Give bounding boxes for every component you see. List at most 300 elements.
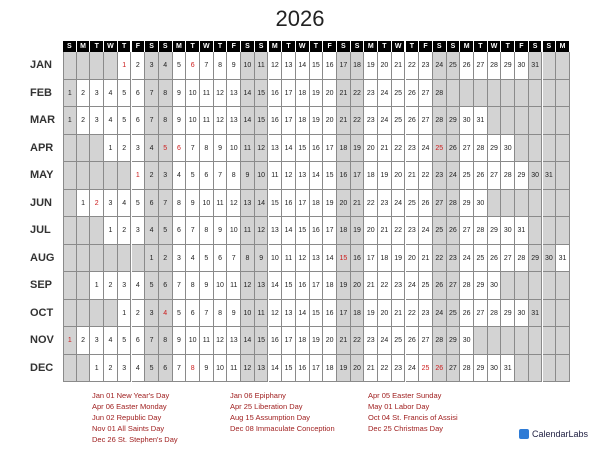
day-cell: 17	[364, 245, 378, 273]
day-cell: 31	[515, 217, 529, 245]
day-cell	[90, 300, 104, 328]
day-cell: 29	[447, 107, 461, 135]
day-cell: 14	[255, 190, 269, 218]
weekday-header: S	[337, 41, 350, 52]
day-cell: 18	[296, 80, 310, 108]
day-cell	[90, 52, 104, 80]
day-cell: 20	[337, 190, 351, 218]
day-cell: 19	[323, 190, 337, 218]
holiday-entry: Jan 06 Epiphany	[230, 391, 286, 400]
day-cell	[104, 52, 118, 80]
day-cell	[529, 217, 543, 245]
day-cell: 17	[282, 80, 296, 108]
day-cell: 14	[241, 80, 255, 108]
day-cell: 16	[310, 217, 324, 245]
day-cell: 15	[282, 355, 296, 383]
weekday-header: S	[447, 41, 460, 52]
day-cell: 26	[447, 135, 461, 163]
day-cell: 22	[351, 107, 365, 135]
day-cell	[488, 190, 502, 218]
day-cell: 21	[337, 80, 351, 108]
day-cell: 5	[132, 190, 146, 218]
day-cell: 10	[186, 327, 200, 355]
day-cell: 31	[501, 355, 515, 383]
day-cell: 17	[323, 135, 337, 163]
day-cell: 10	[227, 135, 241, 163]
day-cell	[447, 80, 461, 108]
day-cell: 24	[419, 135, 433, 163]
day-cell: 23	[433, 162, 447, 190]
day-cell: 22	[392, 217, 406, 245]
day-cell: 29	[488, 135, 502, 163]
day-cell: 5	[159, 217, 173, 245]
day-cell: 21	[406, 162, 420, 190]
day-cell: 5	[186, 162, 200, 190]
day-cell	[529, 272, 543, 300]
day-cell: 9	[186, 190, 200, 218]
holiday-entry: Apr 05 Easter Sunday	[368, 391, 442, 400]
day-cell: 20	[323, 327, 337, 355]
day-cell: 23	[378, 190, 392, 218]
day-cell: 2	[77, 107, 91, 135]
day-cell	[77, 135, 91, 163]
day-cell: 6	[132, 327, 146, 355]
month-label: MAY	[30, 169, 54, 181]
weekday-header: S	[241, 41, 254, 52]
day-cell: 28	[460, 272, 474, 300]
day-cell	[501, 80, 515, 108]
day-cell: 6	[132, 80, 146, 108]
holiday-column	[230, 390, 335, 434]
day-cell: 22	[406, 52, 420, 80]
day-cell: 25	[406, 190, 420, 218]
day-cell: 10	[214, 355, 228, 383]
day-cell: 13	[227, 107, 241, 135]
day-cell: 19	[378, 162, 392, 190]
day-cell: 27	[474, 300, 488, 328]
day-cell	[556, 272, 570, 300]
day-cell: 19	[364, 52, 378, 80]
day-cell: 26	[460, 52, 474, 80]
day-cell: 3	[132, 135, 146, 163]
day-cell: 6	[145, 190, 159, 218]
day-cell: 1	[118, 52, 132, 80]
brand-label: CalendarLabs	[531, 429, 588, 439]
day-cell	[104, 162, 118, 190]
day-cell: 8	[186, 355, 200, 383]
day-cell: 12	[269, 300, 283, 328]
day-cell: 1	[145, 245, 159, 273]
day-cell: 9	[241, 162, 255, 190]
day-cell: 2	[132, 300, 146, 328]
day-cell: 9	[214, 135, 228, 163]
day-cell: 7	[186, 217, 200, 245]
day-cell: 11	[282, 245, 296, 273]
month-label: MAR	[30, 114, 56, 126]
day-cell: 20	[406, 245, 420, 273]
day-cell: 18	[323, 355, 337, 383]
day-cell: 6	[186, 52, 200, 80]
day-cell	[63, 162, 77, 190]
day-cell: 8	[214, 52, 228, 80]
day-cell: 16	[323, 300, 337, 328]
day-cell: 7	[214, 162, 228, 190]
day-cell: 24	[406, 355, 420, 383]
day-cell: 15	[282, 272, 296, 300]
day-cell: 16	[351, 245, 365, 273]
day-cell: 9	[227, 300, 241, 328]
day-cell	[556, 107, 570, 135]
day-cell	[132, 245, 146, 273]
day-cell: 22	[433, 245, 447, 273]
day-cell: 9	[214, 217, 228, 245]
day-cell	[77, 272, 91, 300]
day-cell: 1	[63, 107, 77, 135]
day-cell: 8	[186, 272, 200, 300]
calendar-year-title: 2026	[275, 6, 325, 31]
day-cell: 23	[447, 245, 461, 273]
day-cell: 1	[118, 300, 132, 328]
weekday-header: T	[186, 41, 199, 52]
day-cell: 7	[159, 190, 173, 218]
day-cell: 15	[310, 52, 324, 80]
day-cell	[90, 217, 104, 245]
day-cell: 4	[159, 52, 173, 80]
day-cell: 14	[296, 52, 310, 80]
day-cell: 2	[159, 245, 173, 273]
day-cell	[529, 327, 543, 355]
day-cell	[63, 245, 77, 273]
day-cell: 12	[227, 190, 241, 218]
day-cell: 27	[447, 355, 461, 383]
day-cell: 12	[241, 272, 255, 300]
weekday-header: S	[529, 41, 542, 52]
day-cell: 3	[159, 162, 173, 190]
day-cell: 29	[474, 272, 488, 300]
day-cell: 12	[255, 135, 269, 163]
day-cell: 16	[310, 135, 324, 163]
holiday-entry: Dec 08 Immaculate Conception	[230, 424, 335, 433]
day-cell: 19	[310, 80, 324, 108]
day-cell: 27	[501, 245, 515, 273]
day-cell: 23	[406, 135, 420, 163]
day-cell: 8	[159, 80, 173, 108]
day-cell	[501, 272, 515, 300]
day-cell: 27	[419, 327, 433, 355]
day-cell: 19	[310, 107, 324, 135]
day-cell: 31	[529, 52, 543, 80]
day-cell	[556, 190, 570, 218]
day-cell: 13	[269, 217, 283, 245]
day-cell: 7	[145, 80, 159, 108]
day-cell	[556, 355, 570, 383]
weekday-header: W	[200, 41, 213, 52]
day-cell: 4	[104, 327, 118, 355]
day-cell: 14	[323, 245, 337, 273]
month-label: JUL	[30, 224, 51, 236]
day-cell: 7	[145, 107, 159, 135]
day-cell: 1	[104, 217, 118, 245]
day-cell: 9	[200, 355, 214, 383]
day-cell: 31	[543, 162, 557, 190]
weekday-header: S	[145, 41, 158, 52]
day-cell: 1	[104, 135, 118, 163]
day-cell: 3	[104, 190, 118, 218]
day-cell: 3	[90, 327, 104, 355]
day-cell	[556, 300, 570, 328]
day-cell: 9	[173, 327, 187, 355]
day-cell	[118, 162, 132, 190]
day-cell: 10	[241, 300, 255, 328]
day-cell: 24	[378, 327, 392, 355]
weekday-header: M	[269, 41, 282, 52]
day-cell	[63, 52, 77, 80]
day-cell: 25	[447, 52, 461, 80]
day-cell: 4	[145, 135, 159, 163]
day-cell: 19	[364, 300, 378, 328]
day-cell: 8	[159, 107, 173, 135]
day-cell	[501, 190, 515, 218]
day-cell: 13	[241, 190, 255, 218]
day-cell: 10	[227, 217, 241, 245]
day-cell: 7	[173, 272, 187, 300]
weekday-header: T	[474, 41, 487, 52]
day-cell: 23	[364, 107, 378, 135]
day-cell	[63, 217, 77, 245]
day-cell: 11	[227, 355, 241, 383]
day-cell	[543, 327, 557, 355]
day-cell: 26	[433, 272, 447, 300]
day-cell: 12	[214, 107, 228, 135]
day-cell	[543, 80, 557, 108]
day-cell: 17	[310, 355, 324, 383]
weekday-header: F	[323, 41, 336, 52]
day-cell	[63, 135, 77, 163]
day-cell: 15	[255, 107, 269, 135]
day-cell: 24	[433, 52, 447, 80]
weekday-header: S	[433, 41, 446, 52]
day-cell: 22	[378, 272, 392, 300]
day-cell	[63, 355, 77, 383]
weekday-header: F	[515, 41, 528, 52]
day-cell: 28	[433, 107, 447, 135]
day-cell: 9	[173, 80, 187, 108]
day-cell: 17	[351, 162, 365, 190]
day-cell: 21	[364, 272, 378, 300]
calendarlabs-brand	[519, 429, 588, 439]
day-cell: 16	[269, 107, 283, 135]
day-cell: 30	[501, 135, 515, 163]
weekday-header: S	[63, 41, 76, 52]
day-cell: 15	[296, 135, 310, 163]
day-cell: 4	[145, 217, 159, 245]
day-cell: 1	[63, 327, 77, 355]
day-cell: 27	[447, 272, 461, 300]
day-cell	[543, 272, 557, 300]
weekday-header: T	[310, 41, 323, 52]
day-cell: 3	[118, 355, 132, 383]
day-cell	[515, 355, 529, 383]
day-cell: 13	[269, 135, 283, 163]
weekday-header: F	[227, 41, 240, 52]
day-cell	[104, 300, 118, 328]
day-cell	[529, 107, 543, 135]
day-cell: 28	[474, 217, 488, 245]
day-cell: 9	[255, 245, 269, 273]
day-cell: 18	[296, 107, 310, 135]
day-cell: 25	[392, 107, 406, 135]
day-cell	[77, 245, 91, 273]
day-cell: 11	[255, 52, 269, 80]
day-cell: 5	[118, 107, 132, 135]
day-cell: 4	[173, 162, 187, 190]
day-cell	[90, 162, 104, 190]
day-cell: 22	[351, 327, 365, 355]
weekday-header: S	[543, 41, 556, 52]
day-cell: 27	[433, 190, 447, 218]
day-cell: 2	[118, 217, 132, 245]
day-cell: 27	[460, 135, 474, 163]
day-cell: 14	[282, 135, 296, 163]
day-cell: 3	[173, 245, 187, 273]
day-cell: 5	[118, 327, 132, 355]
day-cell: 8	[241, 245, 255, 273]
day-cell: 30	[515, 52, 529, 80]
day-cell	[104, 245, 118, 273]
day-cell: 5	[145, 355, 159, 383]
calendar-icon	[519, 429, 529, 439]
day-cell: 17	[296, 190, 310, 218]
day-cell: 24	[419, 217, 433, 245]
day-cell: 28	[488, 300, 502, 328]
day-cell: 21	[378, 217, 392, 245]
day-cell: 12	[269, 52, 283, 80]
day-cell: 14	[282, 217, 296, 245]
day-cell: 15	[269, 190, 283, 218]
weekday-header: M	[364, 41, 377, 52]
weekday-header: W	[392, 41, 405, 52]
day-cell: 31	[474, 107, 488, 135]
day-cell	[118, 245, 132, 273]
day-cell: 19	[351, 135, 365, 163]
day-cell	[77, 52, 91, 80]
day-cell: 2	[118, 135, 132, 163]
day-cell: 4	[186, 245, 200, 273]
day-cell: 5	[159, 135, 173, 163]
weekday-header: M	[173, 41, 186, 52]
day-cell: 1	[90, 272, 104, 300]
day-cell: 17	[282, 327, 296, 355]
day-cell: 19	[351, 217, 365, 245]
day-cell: 17	[337, 52, 351, 80]
day-cell: 23	[392, 272, 406, 300]
day-cell: 7	[200, 52, 214, 80]
weekday-header: F	[419, 41, 432, 52]
day-cell: 13	[282, 52, 296, 80]
day-cell: 15	[255, 80, 269, 108]
day-cell: 16	[337, 162, 351, 190]
day-cell: 10	[255, 162, 269, 190]
day-cell: 15	[337, 245, 351, 273]
day-cell: 5	[173, 300, 187, 328]
day-cell: 26	[406, 327, 420, 355]
day-cell: 20	[378, 300, 392, 328]
month-label: OCT	[30, 306, 54, 319]
day-cell: 2	[132, 52, 146, 80]
day-cell: 13	[255, 272, 269, 300]
day-cell: 19	[310, 327, 324, 355]
day-cell	[501, 107, 515, 135]
holiday-entry: Dec 26 St. Stephen's Day	[92, 435, 178, 444]
day-cell: 21	[392, 300, 406, 328]
day-cell: 20	[323, 80, 337, 108]
weekday-header: W	[104, 41, 117, 52]
day-cell: 2	[104, 355, 118, 383]
day-cell: 30	[543, 245, 557, 273]
day-cell: 29	[515, 162, 529, 190]
day-cell: 28	[447, 190, 461, 218]
day-cell	[77, 355, 91, 383]
day-cell: 7	[173, 355, 187, 383]
day-cell: 25	[419, 272, 433, 300]
weekday-header: T	[214, 41, 227, 52]
day-cell	[515, 135, 529, 163]
day-cell: 24	[378, 80, 392, 108]
day-cell	[515, 190, 529, 218]
day-cell: 26	[474, 162, 488, 190]
day-cell	[515, 272, 529, 300]
day-cell	[63, 190, 77, 218]
weekday-header: T	[501, 41, 514, 52]
day-cell: 13	[255, 355, 269, 383]
day-cell: 29	[488, 217, 502, 245]
day-cell	[556, 162, 570, 190]
day-cell: 9	[200, 272, 214, 300]
day-cell: 20	[378, 52, 392, 80]
day-cell: 26	[447, 217, 461, 245]
day-cell: 27	[488, 162, 502, 190]
day-cell	[556, 217, 570, 245]
day-cell: 18	[296, 327, 310, 355]
day-cell: 2	[90, 190, 104, 218]
day-cell: 24	[392, 190, 406, 218]
day-cell: 7	[227, 245, 241, 273]
day-cell: 3	[118, 272, 132, 300]
weekday-header: M	[556, 41, 569, 52]
day-cell: 27	[419, 80, 433, 108]
weekday-header: T	[90, 41, 103, 52]
day-cell	[90, 135, 104, 163]
day-cell: 18	[310, 190, 324, 218]
day-cell: 22	[351, 80, 365, 108]
day-cell: 10	[200, 190, 214, 218]
day-cell	[556, 327, 570, 355]
day-cell: 14	[241, 107, 255, 135]
day-cell: 2	[145, 162, 159, 190]
day-cell: 23	[406, 217, 420, 245]
day-cell: 16	[296, 355, 310, 383]
weekday-header: M	[77, 41, 90, 52]
day-cell: 13	[296, 162, 310, 190]
day-cell: 26	[406, 107, 420, 135]
day-cell: 16	[296, 272, 310, 300]
month-label: AUG	[30, 251, 55, 264]
day-cell: 10	[186, 107, 200, 135]
day-cell: 29	[529, 245, 543, 273]
day-cell: 29	[474, 355, 488, 383]
day-cell: 14	[296, 300, 310, 328]
day-cell: 31	[529, 300, 543, 328]
